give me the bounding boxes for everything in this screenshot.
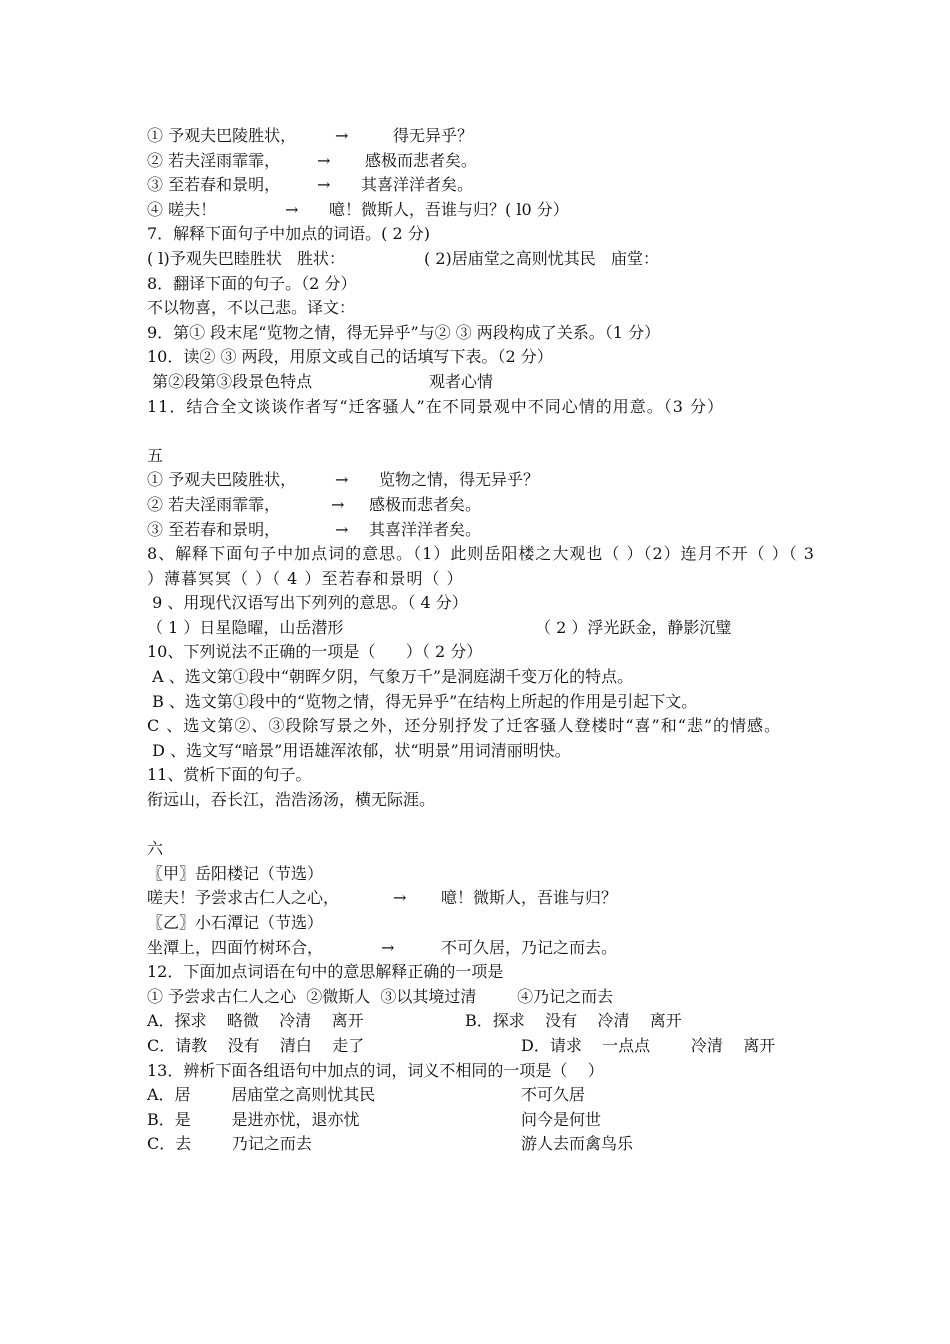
question-8: 8、解释下面句子中加点词的意思。（1）此则岳阳楼之大观也（ ）（2）连月不开（ ）（ 3 ）薄暮冥冥（ ）（ 4 ）至若春和景明（ ） [147, 544, 815, 588]
arrow-icon: → [335, 470, 349, 490]
line: ② 若夫淫雨霏霏， → 感极而悲者矣。 [147, 149, 817, 174]
section-title: 六 [147, 839, 164, 859]
question-10: 10．读② ③ 两段，用原文或自己的话填写下表。（2 分） [147, 347, 553, 367]
line: ② 若夫淫雨霏霏， → 感极而悲者矣。 [147, 493, 817, 518]
question-11: 11、赏析下面的句子。 [147, 765, 312, 785]
question-13: 13．辨析下面各组语句中加点的词，词义不相同的一项是（ ） [147, 1060, 604, 1080]
spacer [147, 419, 817, 444]
arrow-icon: → [331, 494, 345, 514]
option-c: C 、选文第②、③段除写景之外，还分别抒发了迁客骚人登楼时“喜”和“悲”的情感。 [147, 716, 782, 736]
line: ① 予观夫巴陵胜状， → 览物之情，得无异乎？ [147, 468, 817, 493]
question-11: 11．结合全文谈谈作者写“迁客骚人”在不同景观中不同心情的用意。（3 分） [147, 396, 724, 416]
question-12: 12．下面加点词语在句中的意思解释正确的一项是 [147, 962, 504, 982]
line: ④ 嗟夫！ → 噫！微斯人，吾谁与归？( l0 分） [147, 198, 817, 223]
line: C．请教 没有 清白 走了 D．请求 一点点 冷清 离开 [147, 1035, 776, 1055]
arrow-icon: → [381, 937, 395, 957]
line: 嗟夫！予尝求古仁人之心， → 噫！微斯人，吾谁与归？ [147, 886, 817, 911]
line: B．是 是进亦忧，退亦忧 问今是何世 [147, 1109, 602, 1129]
line: ① 予尝求古仁人之心 ②微斯人 ③以其境过清 ④乃记之而去 [147, 986, 614, 1006]
passage-title: 〖乙〗小石潭记（节选） [147, 913, 324, 932]
line: ( l)予观失巴睦胜状 胜状： ( 2)居庙堂之高则忧其民 庙堂： [147, 248, 660, 268]
question-9: 9 、用现代汉语写出下列列的意思。（ 4 分） [147, 593, 468, 613]
line: （ 1 ）日星隐曜，山岳潜形 （ 2 ）浮光跃金，静影沉璧 [147, 617, 732, 637]
line: 不以物喜，不以己悲。译文： [147, 298, 356, 318]
option-b: B 、选文第①段中的“览物之情，得无异乎”在结构上所起的作用是引起下文。 [147, 691, 698, 711]
question-8: 8．翻译下面的句子。（2 分） [147, 273, 357, 293]
line: C．去 乃记之而去 游人去而禽鸟乐 [147, 1134, 634, 1154]
arrow-icon: → [335, 126, 349, 145]
passage-title: 〖甲〗岳阳楼记（节选） [147, 863, 324, 883]
line: ③ 至若春和景明， → 其喜洋洋者矣。 [147, 518, 817, 543]
option-d: D 、选文写“暗景”用语雄浑浓郁，状“明景”用词清丽明快。 [147, 740, 571, 760]
line: 第②段第③段景色特点 观者心情 [147, 371, 494, 391]
line: ③ 至若春和景明， → 其喜洋洋者矣。 [147, 173, 817, 198]
arrow-icon: → [393, 888, 407, 908]
arrow-icon: → [317, 150, 331, 170]
line: A．探求 略微 冷清 离开 B．探求 没有 冷清 离开 [147, 1011, 682, 1031]
question-9: 9．第① 段末尾“览物之情，得无异乎”与② ③ 两段构成了关系。（1 分） [147, 322, 661, 342]
document-body [147, 124, 817, 1157]
question-7: 7．解释下面句子中加点的词语。( 2 分) [147, 224, 431, 244]
line: 坐潭上，四面竹树环合， → 不可久居，乃记之而去。 [147, 936, 817, 961]
line: ① 予观夫巴陵胜状， → 得无异乎？ [147, 124, 817, 149]
arrow-icon: → [285, 199, 299, 219]
arrow-icon: → [335, 519, 349, 539]
line: A．居 居庙堂之高则忧其民 不可久居 [147, 1085, 586, 1105]
spacer [147, 813, 817, 838]
option-a: A 、选文第①段中“朝晖夕阴，气象万千”是洞庭湖千变万化的特点。 [147, 667, 634, 687]
line: 衔远山，吞长江，浩浩汤汤，横无际涯。 [147, 790, 436, 810]
arrow-icon: → [317, 175, 331, 195]
section-title: 五 [147, 445, 164, 465]
question-10: 10、下列说法不正确的一项是（ ）（ 2 分） [147, 642, 483, 662]
